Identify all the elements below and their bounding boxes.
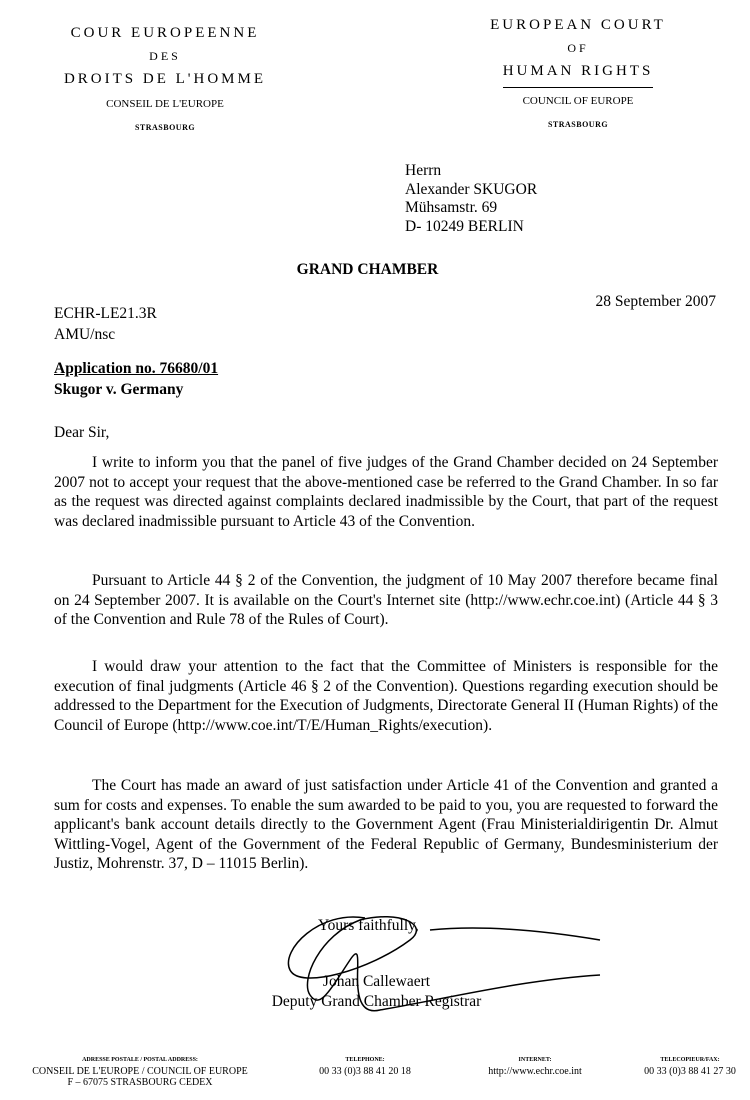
council-en: COUNCIL OF EUROPE [522, 95, 634, 107]
postal-label: ADRESSE POSTALE / POSTAL ADDRESS: [82, 1057, 198, 1063]
postal-line: F – 67075 STRASBOURG CEDEX [67, 1077, 213, 1088]
closing: Yours faithfully, [318, 917, 419, 934]
city-en: STRASBOURG [547, 120, 609, 129]
reference [54, 303, 157, 345]
fax-number: 00 33 (0)3 88 41 27 30 [644, 1066, 736, 1077]
footer-postal [0, 1055, 280, 1088]
council-fr: CONSEIL DE L'EUROPE [106, 98, 224, 110]
signatory-title: Deputy Grand Chamber Registrar [271, 992, 482, 1010]
case-name: Skugor v. Germany [54, 381, 184, 398]
recipient-address [405, 162, 537, 236]
signatory-name: Johan Callewaert [322, 973, 431, 990]
recipient-line: Alexander SKUGOR [405, 180, 538, 198]
court-name-fr: COUR EUROPEENNE [70, 25, 260, 41]
application-number: Application no. 76680/01 [54, 360, 219, 377]
postal-line: CONSEIL DE L'EUROPE / COUNCIL OF EUROPE [32, 1066, 248, 1077]
recipient-line: Herrn [405, 162, 442, 179]
phone-number: 00 33 (0)3 88 41 20 18 [319, 1066, 411, 1077]
header-english [448, 14, 708, 136]
internet-label: INTERNET: [518, 1057, 552, 1063]
court-name-fr-des: DES [149, 49, 181, 63]
footer-internet [470, 1055, 600, 1077]
paragraph: I would draw your attention to the fact that the Committee of Ministers is responsible for the execution of final judgments (Article 46 § 2 of the Convention). Questions regarding execution should be addressed to the Department for the Execution of Judgments, Directorate General II (Human Rights) of the Council of Europe (http://www.coe.int/T/E/Human_Rights/execution). [54, 658, 718, 734]
header-french [30, 22, 300, 139]
court-name-en-line3: HUMAN RIGHTS [502, 63, 654, 79]
application-block [54, 358, 218, 400]
court-name-en: EUROPEAN COURT [490, 17, 666, 33]
reference-line: ECHR-LE21.3R [54, 305, 157, 322]
letter-date: 28 September 2007 [595, 293, 716, 310]
salutation: Dear Sir, [54, 424, 110, 441]
court-name-en-of: OF [567, 41, 589, 55]
court-name-fr-line3: DROITS DE L'HOMME [63, 71, 267, 87]
footer-phone [300, 1055, 430, 1077]
reference-line: AMU/nsc [54, 326, 116, 343]
section-title: GRAND CHAMBER [296, 261, 439, 278]
footer-fax [630, 1055, 750, 1077]
recipient-line: Mühsamstr. 69 [405, 199, 498, 216]
internet-url: http://www.echr.coe.int [488, 1066, 582, 1077]
paragraph: Pursuant to Article 44 § 2 of the Convention, the judgment of 10 May 2007 therefore became final on 24 September 2007. It is available on the Court's Internet site (http://www.echr.coe.int) (Article 44 § 3 of the Convention and Rule 78 of the Rules of Court). [54, 572, 718, 628]
signatory [264, 972, 489, 1011]
city-fr: STRASBOURG [134, 123, 196, 132]
fax-label: TELECOPIEUR/FAX: [660, 1057, 720, 1063]
phone-label: TELEPHONE: [345, 1057, 385, 1063]
recipient-line: D- 10249 BERLIN [405, 217, 524, 235]
paragraph: I write to inform you that the panel of five judges of the Grand Chamber decided on 24 September 2007 not to accept your request that the above-mentioned case be referred to the Grand Chamber. In so far as the request was directed against complaints declared inadmissible by the Court, that part of the request was declared inadmissible pursuant to Article 43 of the Convention. [54, 454, 718, 530]
paragraph: The Court has made an award of just satisfaction under Article 41 of the Convention and granted a sum for costs and expenses. To enable the sum awarded to be paid to you, you are requested to forward the applicant's bank account details directly to the Government Agent (Frau Ministerialdirigentin Dr. Almut Wittling-Vogel, Agent of the Government of the Federal Republic of Germany, Bundesministerium der Justiz, Mohrenstr. 37, D – 11015 Berlin). [54, 777, 718, 872]
